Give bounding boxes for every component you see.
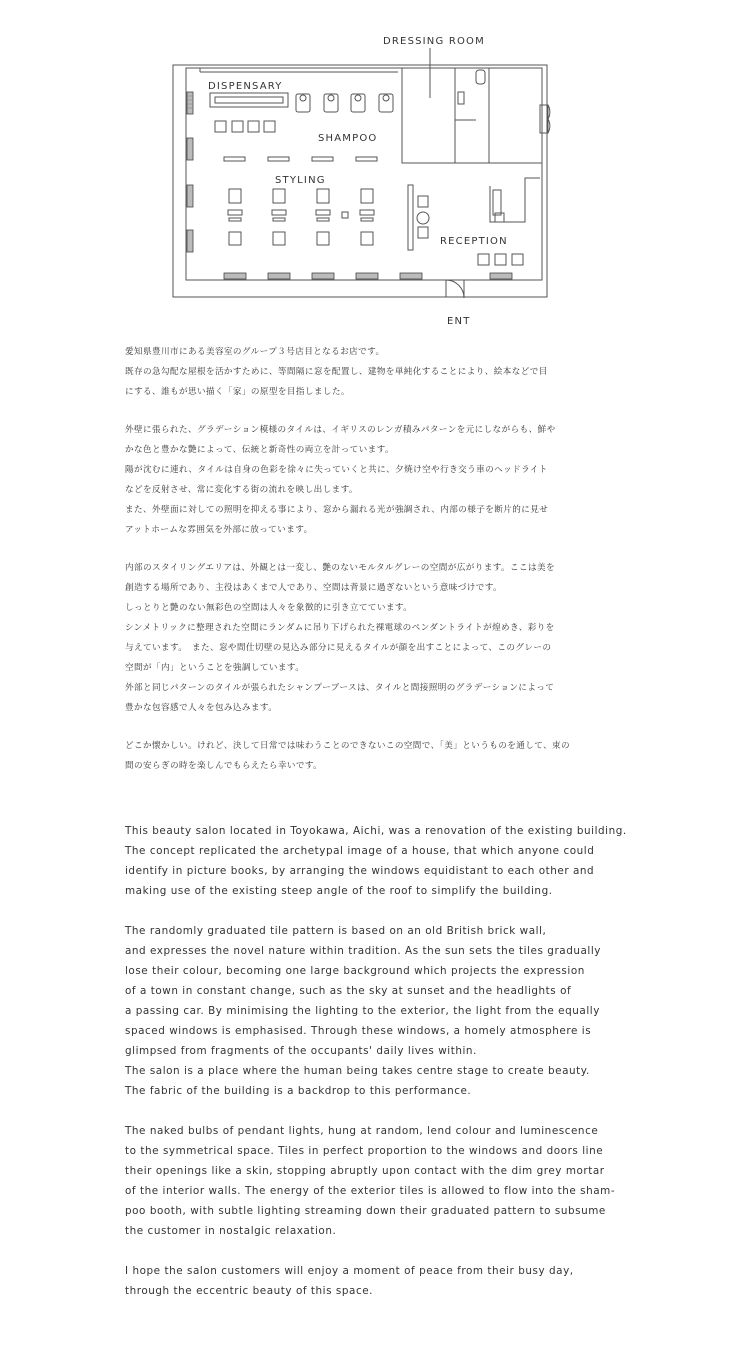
label-entrance: ENT [447,316,471,327]
jp-paragraph-3: 内部のスタイリングエリアは、外観とは一変し、艶のないモルタルグレーの空間が広がります。ここは美を 創造する場所であり、主役はあくまで人であり、空間は背景に過ぎないという意味づけです。 しっとりと艶のない無彩色の空間は人々を象徴的に引き立てています。 シンメトリックに整理された空間にランダムに吊り下げられた裸電球のペンダントライトが煌めき、彩りを 与えています。 また、窓や間仕切壁の見込み部分に見えるタイルが顔を出すことによって、このグレーの 空間が「内」ということを強調しています。 外部と同じパターンのタイルが張られたシャンプーブースは、タイルと間接照明のグラデーションによって 豊かな包容感で人々を包み込みます。 [125,563,555,713]
label-styling: STYLING [275,175,326,186]
en-paragraph-3: The naked bulbs of pendant lights, hung at random, lend colour and luminescence to the symmetrical space. Tiles in perfect proportion to the windows and doors line their openings like a skin, stopping abruptly upon contact with the dim grey mortar of the interior walls. The energy of the exterior tiles is allowed to flow into the sham- poo booth, with subtle lighting streaming down their graduated pattern to subsume the customer in nostalgic relaxation. [125,1125,616,1237]
label-dispensary: DISPENSARY [208,81,283,92]
styling-stations [228,189,374,245]
label-dressing-room: DRESSING ROOM [383,36,485,47]
shampoo-chairs [296,94,393,112]
dispensary-counter [210,93,288,107]
jp-paragraph-2: 外壁に張られた、グラデーション模様のタイルは、イギリスのレンガ積みパターンを元にしながらも、鮮や かな色と豊かな艶によって、伝統と新奇性の両立を計っています。 陽が沈むに連れ、タイルは自身の色彩を徐々に失っていくと共に、夕焼け空や行き交う車のヘッドライト などを反射させ、常に変化する街の流れを映し出します。 また、外壁面に対しての照明を抑える事により、窓から漏れる光が強調され、内部の様子を断片的に見せ アットホームな雰囲気を外部に放っています。 [125,425,556,535]
en-paragraph-2: The randomly graduated tile pattern is based on an old British brick wall, and expresses the novel nature within tradition. As the sun sets the tiles gradually lose their colour, becoming one large background which projects the expression of a town in constant change, such as the sky at sunset and the headlights of a passing car. By minimising the lighting to the exterior, the light from the equally spaced windows is emphasised. Through these windows, a homely atmosphere is glimpsed from fragments of the occupants' daily lives within. The salon is a place where the human being takes centre stage to create beauty. The fabric of the building is a backdrop to this performance. [125,925,601,1097]
floor-plan [0,0,740,340]
reception-desk [490,178,540,222]
label-shampoo: SHAMPOO [318,133,378,144]
label-reception: RECEPTION [440,236,508,247]
en-paragraph-1: This beauty salon located in Toyokawa, Aichi, was a renovation of the existing building. The concept replicated the archetypal image of a house, that which anyone could identify in picture books, by arranging the windows equidistant to each other and making use of the existing steep angle of the roof to simplify the building. [125,825,627,897]
english-description [125,821,685,1321]
jp-paragraph-4: どこか懐かしい。けれど、決して日常では味わうことのできないこの空間で、「美」というものを通して、束の 間の安らぎの時を楽しんでもらえたら幸いです。 [125,741,571,771]
jp-paragraph-1: 愛知県豊川市にある美容室のグループ３号店目となるお店です。 既存の急勾配な屋根を活かすために、等間隔に窓を配置し、建物を単純化することにより、絵本などで目 にする、誰もが思い描く「家」の原型を目指しました。 [125,347,548,397]
japanese-description [125,342,625,794]
en-paragraph-4: I hope the salon customers will enjoy a moment of peace from their busy day, through the eccentric beauty of this space. [125,1265,574,1297]
dressing-room [402,68,455,163]
